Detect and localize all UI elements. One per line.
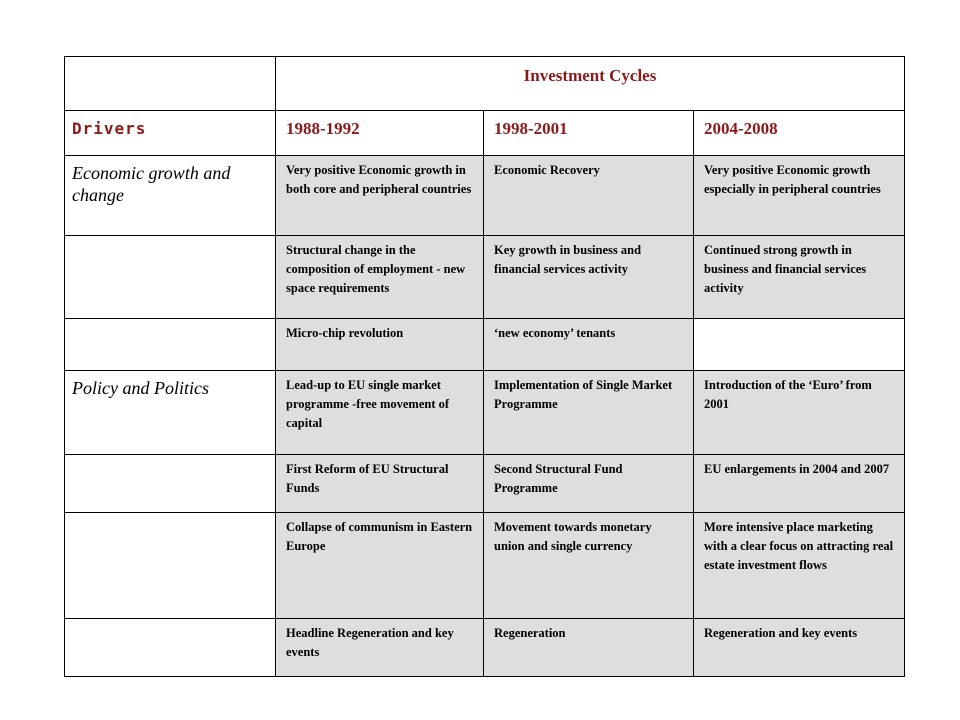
table-title: Investment Cycles <box>276 57 905 111</box>
table-cell: Implementation of Single Market Programme <box>484 371 694 455</box>
table-cell: Second Structural Fund Programme <box>484 455 694 513</box>
driver-label <box>65 319 276 371</box>
corner-cell <box>65 57 276 111</box>
driver-label <box>65 513 276 619</box>
driver-label: Policy and Politics <box>65 371 276 455</box>
header-period-1998-2001: 1998-2001 <box>484 111 694 156</box>
table-cell: Regeneration and key events <box>694 619 905 677</box>
table-row <box>65 619 905 677</box>
investment-cycles-table <box>64 56 905 677</box>
table-cell: Very positive Economic growth in both core and peripheral countries <box>276 156 484 236</box>
table-row <box>65 236 905 319</box>
table-cell: ‘new economy’ tenants <box>484 319 694 371</box>
table-row <box>65 156 905 236</box>
table-cell: EU enlargements in 2004 and 2007 <box>694 455 905 513</box>
driver-label <box>65 455 276 513</box>
header-drivers: Drivers <box>65 111 276 156</box>
table-row <box>65 455 905 513</box>
table-cell: Headline Regeneration and key events <box>276 619 484 677</box>
table-cell: Collapse of communism in Eastern Europe <box>276 513 484 619</box>
table-cell: Regeneration <box>484 619 694 677</box>
table-row <box>65 319 905 371</box>
title-row <box>65 57 905 111</box>
table-cell: Continued strong growth in business and financial services activity <box>694 236 905 319</box>
table-cell: Very positive Economic growth especially in peripheral countries <box>694 156 905 236</box>
table-cell: Movement towards monetary union and single currency <box>484 513 694 619</box>
header-period-2004-2008: 2004-2008 <box>694 111 905 156</box>
table-cell: Structural change in the composition of employment - new space requirements <box>276 236 484 319</box>
table-cell: Introduction of the ‘Euro’ from 2001 <box>694 371 905 455</box>
table-cell: Micro-chip revolution <box>276 319 484 371</box>
table-cell: Lead-up to EU single market programme -free movement of capital <box>276 371 484 455</box>
header-row <box>65 111 905 156</box>
driver-label: Economic growth and change <box>65 156 276 236</box>
table-cell: Economic Recovery <box>484 156 694 236</box>
header-period-1988-1992: 1988-1992 <box>276 111 484 156</box>
table-cell: Key growth in business and financial services activity <box>484 236 694 319</box>
table-row <box>65 513 905 619</box>
table-cell: First Reform of EU Structural Funds <box>276 455 484 513</box>
table-row <box>65 371 905 455</box>
table-cell <box>694 319 905 371</box>
driver-label <box>65 619 276 677</box>
driver-label <box>65 236 276 319</box>
table-cell: More intensive place marketing with a clear focus on attracting real estate investment flows <box>694 513 905 619</box>
